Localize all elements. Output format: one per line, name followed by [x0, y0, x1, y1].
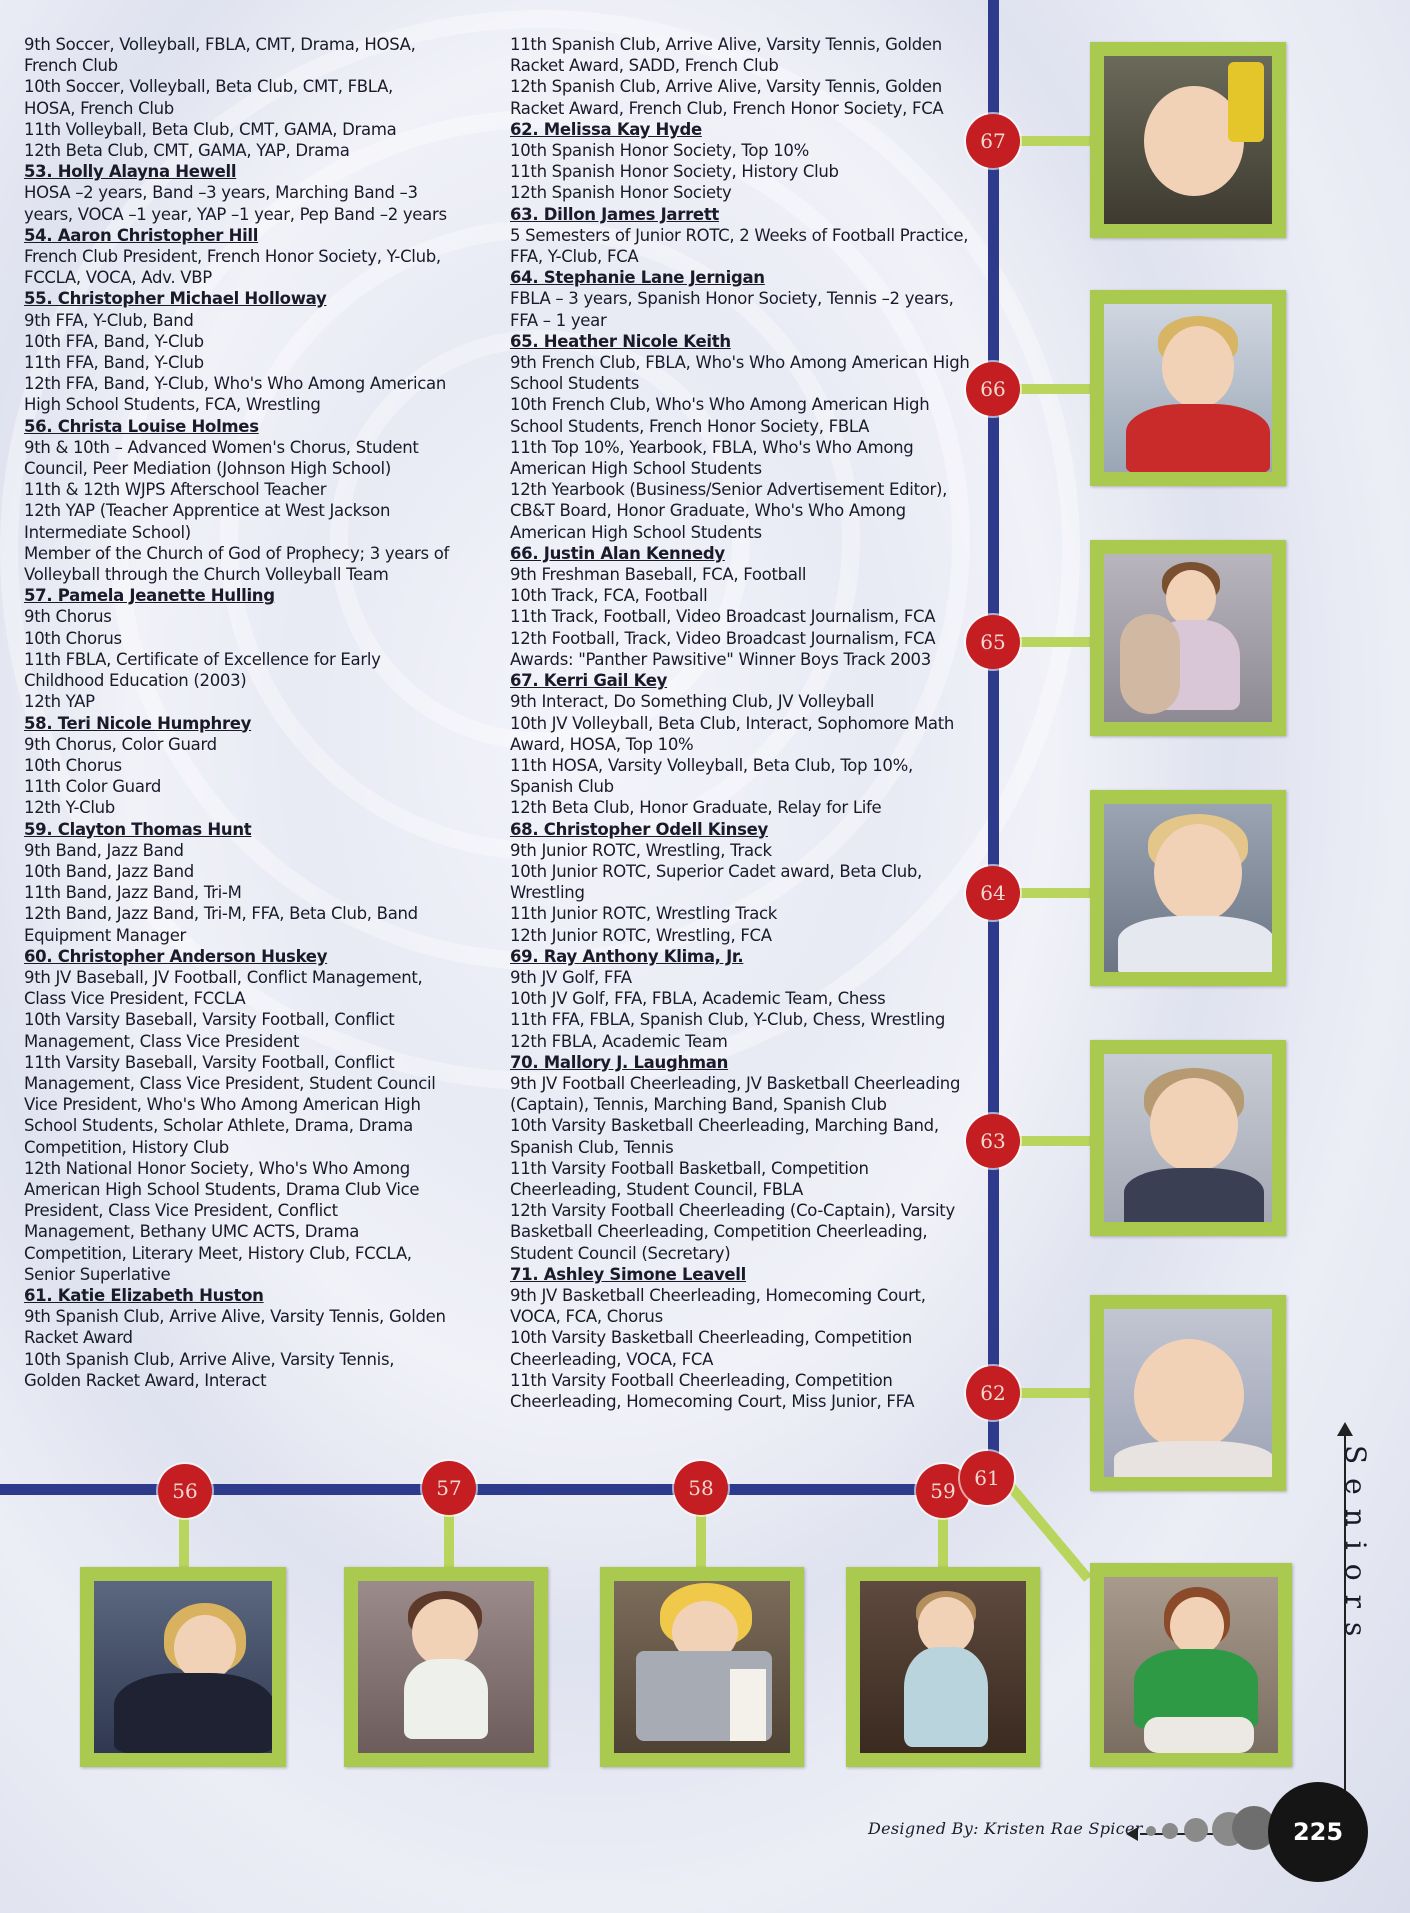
- senior-entry: [510, 946, 970, 1052]
- badge-67: 67: [966, 114, 1020, 168]
- senior-name: 55. Christopher Michael Holloway: [24, 289, 327, 309]
- senior-name: 57. Pamela Jeanette Hulling: [24, 586, 275, 606]
- senior-entry: [510, 543, 970, 670]
- activity-line: 11th Spanish Club, Arrive Alive, Varsity Tennis, Golden Racket Award, SADD, French Club: [510, 35, 942, 76]
- senior-entry: [24, 946, 449, 1285]
- senior-entry: [510, 819, 970, 946]
- senior-entry: [24, 1285, 449, 1391]
- photo-64: [1090, 790, 1286, 986]
- activity-line: 11th Volleyball, Beta Club, CMT, GAMA, Drama: [24, 119, 397, 139]
- senior-name: 64. Stephanie Lane Jernigan: [510, 268, 765, 288]
- senior-entry: [24, 34, 449, 161]
- activity-line: 10th Varsity Basketball Cheerleading, Competition Cheerleading, VOCA, FCA: [510, 1328, 913, 1369]
- senior-name: 58. Teri Nicole Humphrey: [24, 713, 252, 733]
- badge-65: 65: [966, 615, 1020, 669]
- photo-65: [1090, 540, 1286, 736]
- photo-61: [1090, 1563, 1292, 1767]
- designer-credit: Designed By: Kristen Rae Spicer: [868, 1819, 1143, 1838]
- photo-66: [1090, 290, 1286, 486]
- senior-name: 53. Holly Alayna Hewell: [24, 162, 237, 182]
- senior-entry: [510, 670, 970, 818]
- middle-text-column: [510, 34, 970, 1412]
- senior-name: 61. Katie Elizabeth Huston: [24, 1285, 264, 1305]
- activity-line: 12th Yearbook (Business/Senior Advertisement Editor), CB&T Board, Honor Graduate, Who's Who Among American High School Students: [510, 480, 948, 542]
- activity-line: 12th Junior ROTC, Wrestling, FCA: [510, 925, 772, 945]
- activity-line: 9th Freshman Baseball, FCA, Football: [510, 565, 807, 585]
- activity-line: 12th National Honor Society, Who's Who Among American High School Students, Drama Club Vice President, Class Vice President, Conflict Management, Bethany UMC ACTS, Drama Competition, Literary Meet, History Club, FCCLA, Senior Superlative: [24, 1158, 420, 1284]
- activity-line: 12th Beta Club, Honor Graduate, Relay for Life: [510, 798, 882, 818]
- activity-line: 12th Band, Jazz Band, Tri-M, FFA, Beta Club, Band Equipment Manager: [24, 904, 418, 945]
- senior-entry: [510, 267, 970, 331]
- photo-63: [1090, 1040, 1286, 1236]
- activity-line: 11th Top 10%, Yearbook, FBLA, Who's Who Among American High School Students: [510, 437, 914, 479]
- activity-line: 9th Spanish Club, Arrive Alive, Varsity Tennis, Golden Racket Award: [24, 1307, 446, 1348]
- page-number: 225: [1268, 1782, 1368, 1882]
- activity-line: 10th Varsity Baseball, Varsity Football, Conflict Management, Class Vice President: [24, 1010, 395, 1051]
- activity-line: 9th JV Baseball, JV Football, Conflict Management, Class Vice President, FCCLA: [24, 967, 423, 1009]
- photo-67: [1090, 42, 1286, 238]
- senior-name: 66. Justin Alan Kennedy: [510, 543, 725, 563]
- badge-64: 64: [966, 866, 1020, 920]
- activity-line: 11th Color Guard: [24, 777, 162, 797]
- activity-line: 11th Varsity Football Basketball, Competition Cheerleading, Student Council, FBLA: [510, 1158, 869, 1199]
- timeline-horizontal: [0, 1484, 996, 1495]
- activity-line: 9th JV Golf, FFA: [510, 967, 632, 987]
- senior-entry: [24, 819, 449, 946]
- activity-line: 5 Semesters of Junior ROTC, 2 Weeks of Football Practice, FFA, Y-Club, FCA: [510, 225, 969, 267]
- activity-line: 11th Varsity Baseball, Varsity Football, Conflict Management, Class Vice President, Student Council Vice President, Who's Who Among American High School Students, Scholar Athlete, Drama, Drama Competition, History Club: [24, 1052, 436, 1157]
- senior-entry: [24, 225, 449, 289]
- senior-name: 65. Heather Nicole Keith: [510, 331, 731, 351]
- activity-line: 11th Track, Football, Video Broadcast Journalism, FCA: [510, 607, 936, 627]
- activity-line: 11th FFA, FBLA, Spanish Club, Y-Club, Chess, Wrestling: [510, 1010, 946, 1030]
- senior-name: 56. Christa Louise Holmes: [24, 416, 259, 436]
- activity-line: 9th Chorus, Color Guard: [24, 734, 217, 754]
- badge-57: 57: [422, 1461, 476, 1515]
- activity-line: 12th Beta Club, CMT, GAMA, YAP, Drama: [24, 141, 350, 161]
- activity-line: 11th FFA, Band, Y-Club: [24, 353, 204, 373]
- photo-59: [846, 1567, 1040, 1767]
- senior-entry: [510, 119, 970, 204]
- senior-entry: [24, 416, 449, 586]
- activity-line: 11th Varsity Football Cheerleading, Competition Cheerleading, Homecoming Court, Miss Junior, FFA: [510, 1370, 915, 1411]
- photo-56: [80, 1567, 286, 1767]
- activity-line: FBLA – 3 years, Spanish Honor Society, Tennis –2 years, FFA – 1 year: [510, 289, 954, 330]
- left-text-column: [24, 34, 449, 1391]
- activity-line: 9th Interact, Do Something Club, JV Volleyball: [510, 692, 875, 712]
- senior-name: 70. Mallory J. Laughman: [510, 1052, 729, 1072]
- senior-name: 63. Dillon James Jarrett: [510, 204, 720, 224]
- activity-line: 9th & 10th – Advanced Women's Chorus, Student Council, Peer Mediation (Johnson High School): [24, 437, 419, 479]
- activity-line: 9th FFA, Y-Club, Band: [24, 310, 194, 330]
- activity-line: 11th Spanish Honor Society, History Club: [510, 162, 839, 182]
- activity-line: HOSA –2 years, Band –3 years, Marching Band –3 years, VOCA –1 year, YAP –1 year, Pep Band –2 years: [24, 183, 447, 224]
- badge-61: 61: [960, 1451, 1014, 1505]
- badge-59: 59: [916, 1464, 970, 1518]
- activity-line: 11th HOSA, Varsity Volleyball, Beta Club, Top 10%, Spanish Club: [510, 755, 913, 797]
- activity-line: 9th Chorus: [24, 607, 112, 627]
- activity-line: 12th Spanish Club, Arrive Alive, Varsity Tennis, Golden Racket Award, French Club, French Honor Society, FCA: [510, 77, 944, 118]
- activity-line: 12th Varsity Football Cheerleading (Co-Captain), Varsity Basketball Cheerleading, Competition Cheerleading, Student Council (Secretary): [510, 1201, 955, 1263]
- activity-line: 10th Band, Jazz Band: [24, 861, 194, 881]
- activity-line: 10th Chorus: [24, 755, 122, 775]
- senior-name: 68. Christopher Odell Kinsey: [510, 819, 768, 839]
- photo-62: [1090, 1295, 1286, 1491]
- activity-line: 10th Chorus: [24, 628, 122, 648]
- photo-58: [600, 1567, 804, 1767]
- activity-line: 11th Junior ROTC, Wrestling Track: [510, 904, 778, 924]
- activity-line: Member of the Church of God of Prophecy; 3 years of Volleyball through the Church Volleyball Team: [24, 543, 450, 585]
- badge-66: 66: [966, 362, 1020, 416]
- activity-line: 12th FBLA, Academic Team: [510, 1031, 728, 1051]
- activity-line: 10th Spanish Club, Arrive Alive, Varsity Tennis, Golden Racket Award, Interact: [24, 1349, 395, 1390]
- activity-line: 12th YAP (Teacher Apprentice at West Jackson Intermediate School): [24, 501, 391, 542]
- photo-57: [344, 1567, 548, 1767]
- activity-line: 10th JV Volleyball, Beta Club, Interact, Sophomore Math Award, HOSA, Top 10%: [510, 713, 955, 754]
- senior-entry: [510, 204, 970, 268]
- activity-line: 10th Soccer, Volleyball, Beta Club, CMT, FBLA, HOSA, French Club: [24, 77, 393, 118]
- section-title: Seniors: [1339, 1445, 1372, 1651]
- activity-line: 12th Y-Club: [24, 798, 115, 818]
- activity-line: 9th Junior ROTC, Wrestling, Track: [510, 840, 772, 860]
- senior-entry: [24, 585, 449, 712]
- activity-line: 10th FFA, Band, Y-Club: [24, 331, 204, 351]
- activity-line: 11th FBLA, Certificate of Excellence for Early Childhood Education (2003): [24, 649, 381, 691]
- activity-line: 10th Track, FCA, Football: [510, 586, 708, 606]
- activity-line: 10th French Club, Who's Who Among American High School Students, French Honor Society, FBLA: [510, 395, 930, 436]
- senior-name: 69. Ray Anthony Klima, Jr.: [510, 946, 744, 966]
- senior-entry: [24, 713, 449, 819]
- activity-line: 9th JV Basketball Cheerleading, Homecoming Court, VOCA, FCA, Chorus: [510, 1285, 926, 1327]
- senior-entry: [510, 1264, 970, 1412]
- senior-entry: [24, 288, 449, 415]
- activity-line: 10th Spanish Honor Society, Top 10%: [510, 141, 810, 161]
- activity-line: 9th JV Football Cheerleading, JV Basketball Cheerleading (Captain), Tennis, Marching Band, Spanish Club: [510, 1073, 961, 1115]
- activity-line: 10th Varsity Basketball Cheerleading, Marching Band, Spanish Club, Tennis: [510, 1116, 939, 1157]
- activity-line: 12th FFA, Band, Y-Club, Who's Who Among American High School Students, FCA, Wrestling: [24, 374, 446, 415]
- badge-56: 56: [158, 1464, 212, 1518]
- senior-name: 67. Kerri Gail Key: [510, 671, 668, 691]
- badge-63: 63: [966, 1114, 1020, 1168]
- activity-line: French Club President, French Honor Society, Y-Club, FCCLA, VOCA, Adv. VBP: [24, 247, 441, 288]
- senior-name: 60. Christopher Anderson Huskey: [24, 946, 328, 966]
- activity-line: 9th Soccer, Volleyball, FBLA, CMT, Drama, HOSA, French Club: [24, 35, 416, 76]
- activity-line: 12th Football, Track, Video Broadcast Journalism, FCA: [510, 628, 936, 648]
- activity-line: 12th YAP: [24, 692, 95, 712]
- senior-entry: [510, 34, 970, 119]
- activity-line: 11th Band, Jazz Band, Tri-M: [24, 883, 242, 903]
- activity-line: 10th Junior ROTC, Superior Cadet award, Beta Club, Wrestling: [510, 861, 923, 903]
- senior-name: 71. Ashley Simone Leavell: [510, 1264, 747, 1284]
- activity-line: 9th Band, Jazz Band: [24, 840, 184, 860]
- timeline-vertical: [988, 0, 999, 1478]
- senior-name: 54. Aaron Christopher Hill: [24, 225, 259, 245]
- badge-58: 58: [674, 1461, 728, 1515]
- senior-name: 62. Melissa Kay Hyde: [510, 119, 702, 139]
- activity-line: Awards: "Panther Pawsitive" Winner Boys Track 2003: [510, 649, 931, 669]
- activity-line: 10th JV Golf, FFA, FBLA, Academic Team, Chess: [510, 989, 886, 1009]
- activity-line: 11th & 12th WJPS Afterschool Teacher: [24, 480, 327, 500]
- senior-entry: [24, 161, 449, 225]
- activity-line: 12th Spanish Honor Society: [510, 183, 732, 203]
- senior-name: 59. Clayton Thomas Hunt: [24, 819, 252, 839]
- badge-62: 62: [966, 1366, 1020, 1420]
- senior-entry: [510, 331, 970, 543]
- senior-entry: [510, 1052, 970, 1264]
- activity-line: 9th French Club, FBLA, Who's Who Among American High School Students: [510, 353, 970, 394]
